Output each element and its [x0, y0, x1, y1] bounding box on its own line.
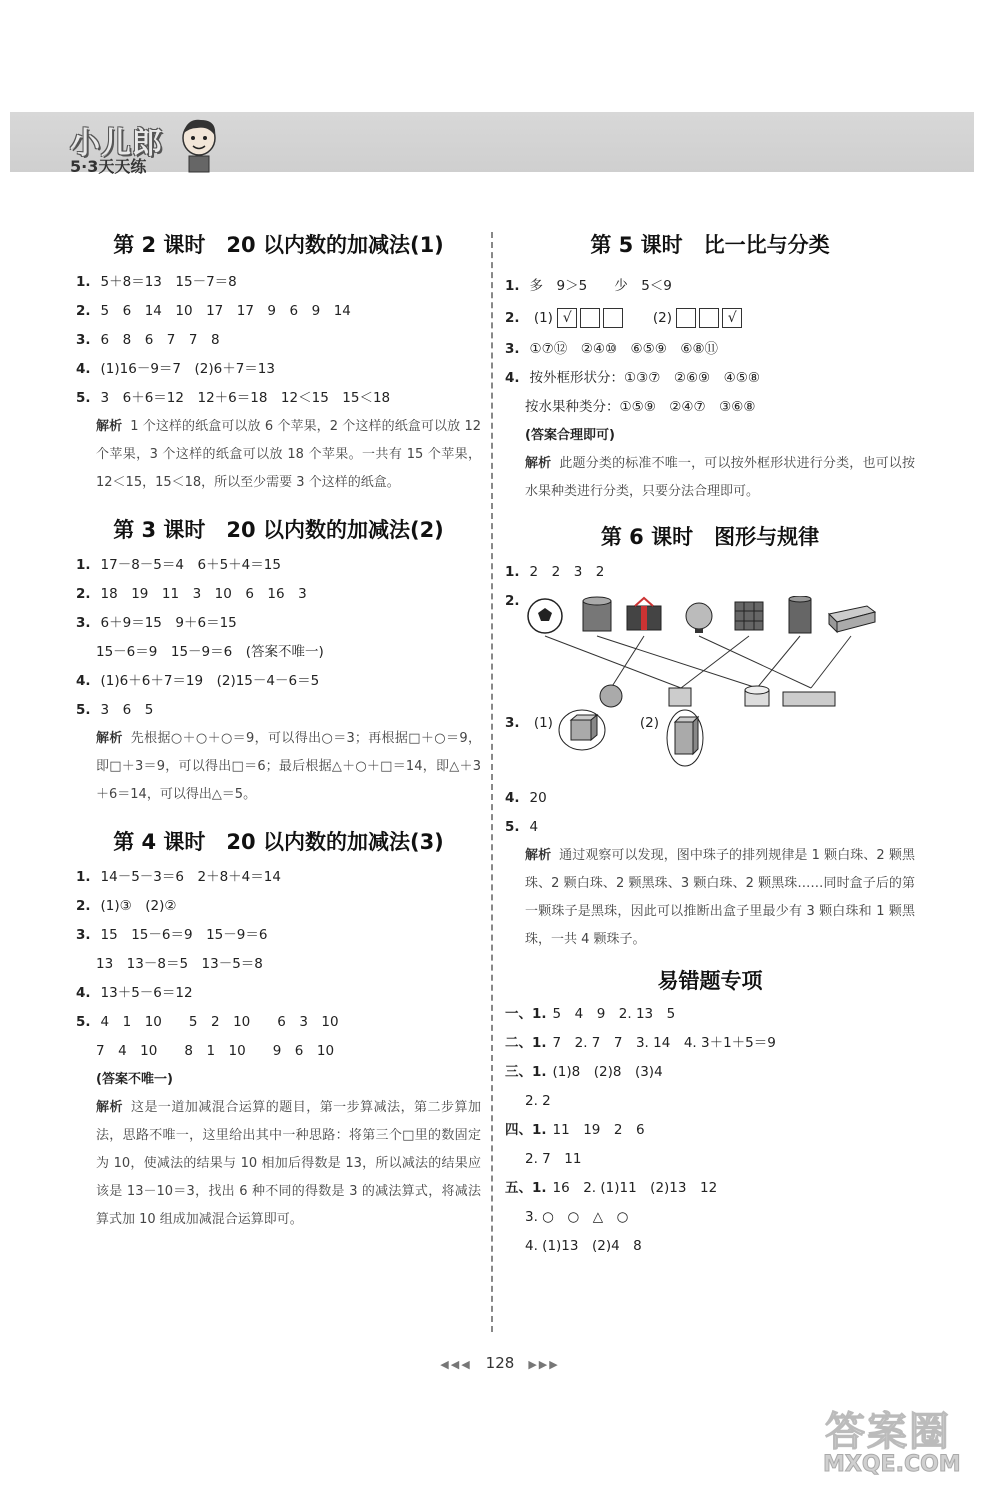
- part-label: (2): [639, 715, 659, 731]
- answer-line: [76, 1008, 481, 1037]
- answer-line: [505, 1145, 915, 1174]
- column-divider: [491, 232, 493, 1332]
- left-column: [76, 228, 481, 1234]
- cylinder-icon: [745, 686, 769, 706]
- cylinder-can-icon: [583, 597, 611, 631]
- answer-text: 6＋9＝15 9＋6＝15: [100, 615, 237, 631]
- explanation-label: 解析: [525, 848, 552, 863]
- checkbox-empty: [676, 308, 696, 328]
- rubiks-cube-icon: [735, 602, 763, 630]
- answer-line: [505, 364, 915, 393]
- mascot-icon: [175, 116, 223, 174]
- question-number: 3.: [505, 341, 520, 357]
- explanation-label: 解析: [96, 731, 123, 746]
- question-number: 4.: [505, 790, 520, 806]
- explanation-text: 1 个这样的纸盒可以放 6 个苹果，2 个这样的纸盒可以放 12 个苹果，3 个这样的纸盒可以放 18 个苹果。一共有 15 个苹果，12＜15，15＜18，所以至少需要 3 个这样的纸盒。: [96, 419, 481, 490]
- answer-text: 17－8－5＝4 6＋5＋4＝15: [100, 557, 281, 573]
- watermark-title: 答案圈: [825, 1409, 951, 1455]
- answer-text: (1)16－9＝7 (2)6＋7＝13: [100, 361, 275, 377]
- cube-icon: [669, 688, 691, 706]
- answer-text: ①⑦⑫ ②④⑩ ⑥⑤⑨ ⑥⑧⑪: [529, 341, 719, 357]
- answer-text: 4. (1)13 (2)4 8: [525, 1238, 642, 1254]
- part-label: (1): [533, 310, 553, 326]
- answer-line: [505, 1174, 915, 1203]
- answer-text: 5＋8＝13 15－7＝8: [100, 274, 237, 290]
- answer-line: [76, 268, 481, 297]
- answer-line: [76, 892, 481, 921]
- page-number-text: 128: [485, 1354, 515, 1372]
- part-label: (2): [652, 310, 672, 326]
- question-number: 2.: [505, 593, 520, 609]
- answer-line: [76, 950, 481, 979]
- answer-line: [76, 609, 481, 638]
- answer-text: 13 13－8＝5 13－5＝8: [96, 956, 263, 972]
- question-number: 5.: [76, 390, 91, 406]
- question-number: 4.: [76, 985, 91, 1001]
- gift-box-icon: [627, 598, 661, 630]
- shape-matching-diagram: [521, 596, 881, 708]
- answer-text: 6 8 6 7 7 8: [100, 332, 220, 348]
- question-number: 1.: [76, 869, 91, 885]
- answer-line: [76, 667, 481, 696]
- answer-text: 11 19 2 6: [552, 1122, 645, 1138]
- answer-text: 2. 2: [525, 1093, 551, 1109]
- answer-line: [76, 580, 481, 609]
- answer-line: [505, 1029, 915, 1058]
- answer-text: 2 2 3 2: [529, 564, 605, 580]
- answer-text: 5 6 14 10 17 17 9 6 9 14: [100, 303, 351, 319]
- explanation: [505, 450, 915, 506]
- sphere-icon: [600, 685, 622, 707]
- answer-line: [505, 558, 915, 587]
- question-number: 5.: [76, 1014, 91, 1030]
- question-number: 五、1.: [505, 1180, 547, 1196]
- answer-line: [505, 272, 915, 301]
- section-title: 第 5 课时 比一比与分类: [590, 233, 830, 257]
- watermark-url: MXQE.COM: [823, 1452, 961, 1477]
- answer-line: [505, 1116, 915, 1145]
- explanation-text: 此题分类的标准不唯一，可以按外框形状进行分类，也可以按水果种类进行分类，只要分法合理即可。: [525, 456, 915, 499]
- explanation-label: 解析: [525, 456, 552, 471]
- pen-holder-icon: [789, 596, 811, 633]
- answer-text: 按水果种类分：①⑤⑨ ②④⑦ ③⑥⑧: [525, 399, 756, 415]
- answer-text: (1)6＋6＋7＝19 (2)15－4－6＝5: [100, 673, 320, 689]
- section-title: 第 4 课时 20 以内数的加减法(3): [113, 830, 444, 854]
- section-title: 易错题专项: [657, 969, 763, 993]
- checkbox-empty: [699, 308, 719, 328]
- answer-line: [505, 1000, 915, 1029]
- answer-line: [76, 297, 481, 326]
- part-label: (1): [533, 715, 553, 731]
- answer-text: 18 19 11 3 10 6 16 3: [100, 586, 307, 602]
- answer-line: [76, 1037, 481, 1066]
- answer-text: 15 15－6＝9 15－9＝6: [100, 927, 268, 943]
- question-number: 4.: [505, 370, 520, 386]
- question-number: 1.: [76, 274, 91, 290]
- answer-line: [76, 696, 481, 725]
- question-number: 3.: [76, 927, 91, 943]
- answer-text: 4 1 10 5 2 10 6 3 10: [100, 1014, 339, 1030]
- answer-text: 13＋5－6＝12: [100, 985, 193, 1001]
- circled-cube-icon: [557, 708, 607, 752]
- answer-line: [505, 335, 915, 364]
- answer-line: [505, 1087, 915, 1116]
- answer-text: 3. ○ ○ △ ○: [525, 1209, 629, 1225]
- checkbox-empty: [580, 308, 600, 328]
- explanation-label: 解析: [96, 1100, 123, 1115]
- answer-line: [505, 301, 915, 335]
- question-number: 4.: [76, 673, 91, 689]
- answer-text: 7 2. 7 7 3. 14 4. 3＋1＋5＝9: [552, 1035, 776, 1051]
- answer-text: 多 9＞5 少 5＜9: [529, 278, 672, 294]
- question-number: 1.: [505, 564, 520, 580]
- answer-line: [505, 1203, 915, 1232]
- question-number: 2.: [76, 586, 91, 602]
- answer-line: [505, 1232, 915, 1261]
- question-number: 3.: [76, 615, 91, 631]
- watermark-logo: [815, 1400, 990, 1485]
- checkbox-empty: [603, 308, 623, 328]
- question-number: 5.: [76, 702, 91, 718]
- answer-text: 3 6＋6＝12 12＋6＝18 12＜15 15＜18: [100, 390, 391, 406]
- page-number: [0, 1354, 1000, 1372]
- question-number: 3.: [505, 715, 520, 731]
- question-number: 1.: [76, 557, 91, 573]
- answer-line: [505, 708, 915, 764]
- answer-text: 2. 7 11: [525, 1151, 582, 1167]
- question-number: 四、1.: [505, 1122, 547, 1138]
- answer-text: 16 2. (1)11 (2)13 12: [552, 1180, 718, 1196]
- explanation-text: 先根据○＋○＋○＝9，可以得出○＝3；再根据□＋○＝9，即□＋3＝9，可以得出□＝6；最后根据△＋○＋□＝14，即△＋3＋6＝14，可以得出△＝5。: [96, 731, 481, 802]
- answer-text: 5 4 9 2. 13 5: [552, 1006, 676, 1022]
- cuboid-box-icon: [829, 606, 875, 632]
- section-title: 第 2 课时 20 以内数的加减法(1): [113, 233, 444, 257]
- answer-line: [76, 551, 481, 580]
- next-arrows-icon: ▶▶▶: [528, 1358, 560, 1371]
- explanation-text: 通过观察可以发现，图中珠子的排列规律是 1 颗白珠、2 颗黑珠、2 颗白珠、2 颗黑珠、3 颗白珠、2 颗黑珠……同时盒子后的第一颗珠子是黑珠，因此可以推断出盒子里最少有 3 颗白珠和 1 颗黑珠，一共 4 颗珠子。: [525, 848, 915, 947]
- checkbox-checked: √: [557, 308, 577, 328]
- question-number: 2.: [505, 310, 520, 326]
- answer-text: 14－5－3＝6 2＋8＋4＝14: [100, 869, 281, 885]
- answer-line: [505, 1058, 915, 1087]
- answer-text: 20: [529, 790, 547, 806]
- question-number: 5.: [505, 819, 520, 835]
- question-number: 一、1.: [505, 1006, 547, 1022]
- checkbox-checked: √: [722, 308, 742, 328]
- explanation: [76, 725, 481, 809]
- answer-text: 3 6 5: [100, 702, 154, 718]
- brand-subtitle: 5·3天天练: [70, 157, 147, 176]
- question-number: 3.: [76, 332, 91, 348]
- question-number: 1.: [505, 278, 520, 294]
- answer-line: [76, 979, 481, 1008]
- rectangular-prism-icon: [783, 692, 835, 706]
- globe-icon: [686, 603, 712, 633]
- answer-text: (1)8 (2)8 (3)4: [552, 1064, 663, 1080]
- answer-line: [505, 813, 915, 842]
- right-column: [505, 228, 915, 1261]
- answer-line: [76, 384, 481, 413]
- brand-name: 小儿郎: [70, 126, 163, 161]
- answer-line: [505, 393, 915, 422]
- answer-note: (答案合理即可): [525, 428, 615, 443]
- soccer-ball-icon: [528, 599, 562, 633]
- question-number: 4.: [76, 361, 91, 377]
- answer-line: [76, 863, 481, 892]
- section-title: 第 3 课时 20 以内数的加减法(2): [113, 518, 444, 542]
- explanation-text: 这是一道加减混合运算的题目，第一步算减法，第二步算加法，思路不唯一，这里给出其中一种思路：将第三个□里的数固定为 10，使减法的结果与 10 相加后得数是 13，所以减法的结果应该是 13－10＝3，找出 6 种不同的得数是 3 的减法算式，将减法算式加 10 组成加减混合运算即可。: [96, 1100, 481, 1227]
- answer-text: 4: [529, 819, 539, 835]
- answer-text: (1)③ (2)②: [100, 898, 177, 914]
- answer-line: [76, 355, 481, 384]
- section-title: 第 6 课时 图形与规律: [600, 525, 820, 549]
- explanation: [505, 842, 915, 954]
- prev-arrows-icon: ◀◀◀: [440, 1358, 472, 1371]
- question-number: 三、1.: [505, 1064, 547, 1080]
- answer-line: [505, 784, 915, 813]
- question-number: 2.: [76, 898, 91, 914]
- answer-text: 15－6＝9 15－9＝6 (答案不唯一): [96, 644, 324, 660]
- answer-text: 按外框形状分：①③⑦ ②⑥⑨ ④⑤⑧: [529, 370, 760, 386]
- answer-line: [76, 638, 481, 667]
- explanation-label: 解析: [96, 419, 123, 434]
- answer-line: [76, 921, 481, 950]
- question-number: 2.: [76, 303, 91, 319]
- answer-text: 7 4 10 8 1 10 9 6 10: [96, 1043, 335, 1059]
- question-number: 二、1.: [505, 1035, 547, 1051]
- answer-note: (答案不唯一): [96, 1072, 173, 1087]
- explanation: [76, 1094, 481, 1234]
- explanation: [76, 413, 481, 497]
- answer-line: [76, 326, 481, 355]
- circled-prism-icon: [663, 708, 707, 768]
